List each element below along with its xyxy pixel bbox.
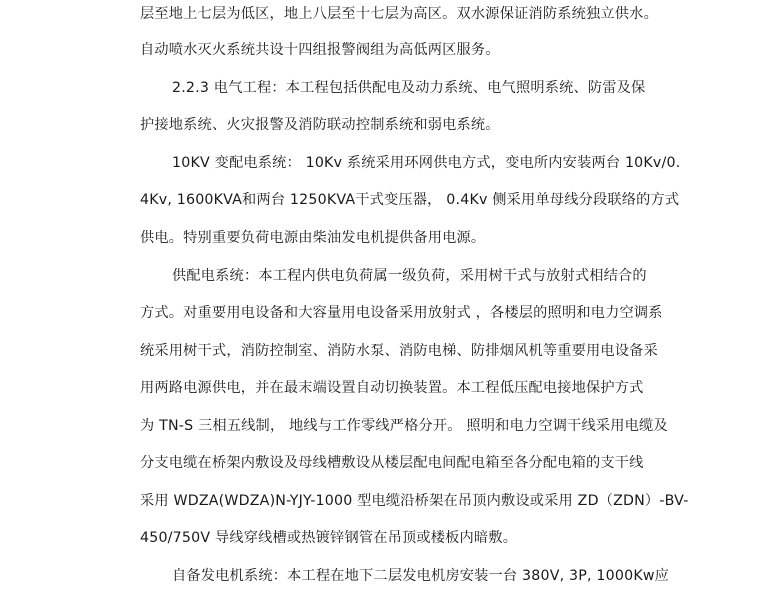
text-line: 统采用树干式，消防控制室、消防水泵、消防电梯、防排烟风机等重要用电设备采 [140,343,658,359]
text-line: 层至地上七层为低区，地上八层至十七层为高区。双水源保证消防系统独立供水。 [140,6,658,22]
paragraph-start-line: 自备发电机系统：本工程在地下二层发电机房安装一台 380V, 3P, 1000Kw应 [172,568,670,584]
text-line: 采用 WDZA(WDZA)N-YJY-1000 型电缆沿桥架在吊顶内敷设或采用 ZD（ZDN）-BV- [140,493,689,509]
text-line: 供电。特别重要负荷电源由柴油发电机提供备用电源。 [140,230,486,246]
text-line: 4Kv, 1600KVA和两台 1250KVA干式变压器， 0.4Kv 侧采用单母线分段联络的方式 [140,192,680,208]
text-line: 用两路电源供电，并在最末端设置自动切换装置。本工程低压配电接地保护方式 [140,380,644,396]
text-line: 分支电缆在桥架内敷设及母线槽敷设从楼层配电间配电箱至各分配电箱的支干线 [140,455,644,471]
text-line: 方式。对重要用电设备和大容量用电设备采用放射式 ，各楼层的照明和电力空调系 [140,305,663,321]
paragraph-start-line: 供配电系统：本工程内供电负荷属一级负荷，采用树干式与放射式相结合的 [172,268,647,284]
section-heading-line: 2.2.3 电气工程：本工程包括供配电及动力系统、电气照明系统、防雷及保 [172,80,646,96]
text-line: 护接地系统、火灾报警及消防联动控制系统和弱电系统。 [140,117,500,133]
text-line: 450/750V 导线穿线槽或热镀锌钢管在吊顶或楼板内暗敷。 [140,530,518,546]
text-line: 自动喷水灭火系统共设十四组报警阀组为高低两区服务。 [140,42,500,58]
text-line: 为 TN-S 三相五线制， 地线与工作零线严格分开。 照明和电力空调干线采用电缆及 [140,418,668,434]
paragraph-start-line: 10KV 变配电系统： 10Kv 系统采用环网供电方式，变电所内安装两台 10Kv/0. [172,155,681,171]
